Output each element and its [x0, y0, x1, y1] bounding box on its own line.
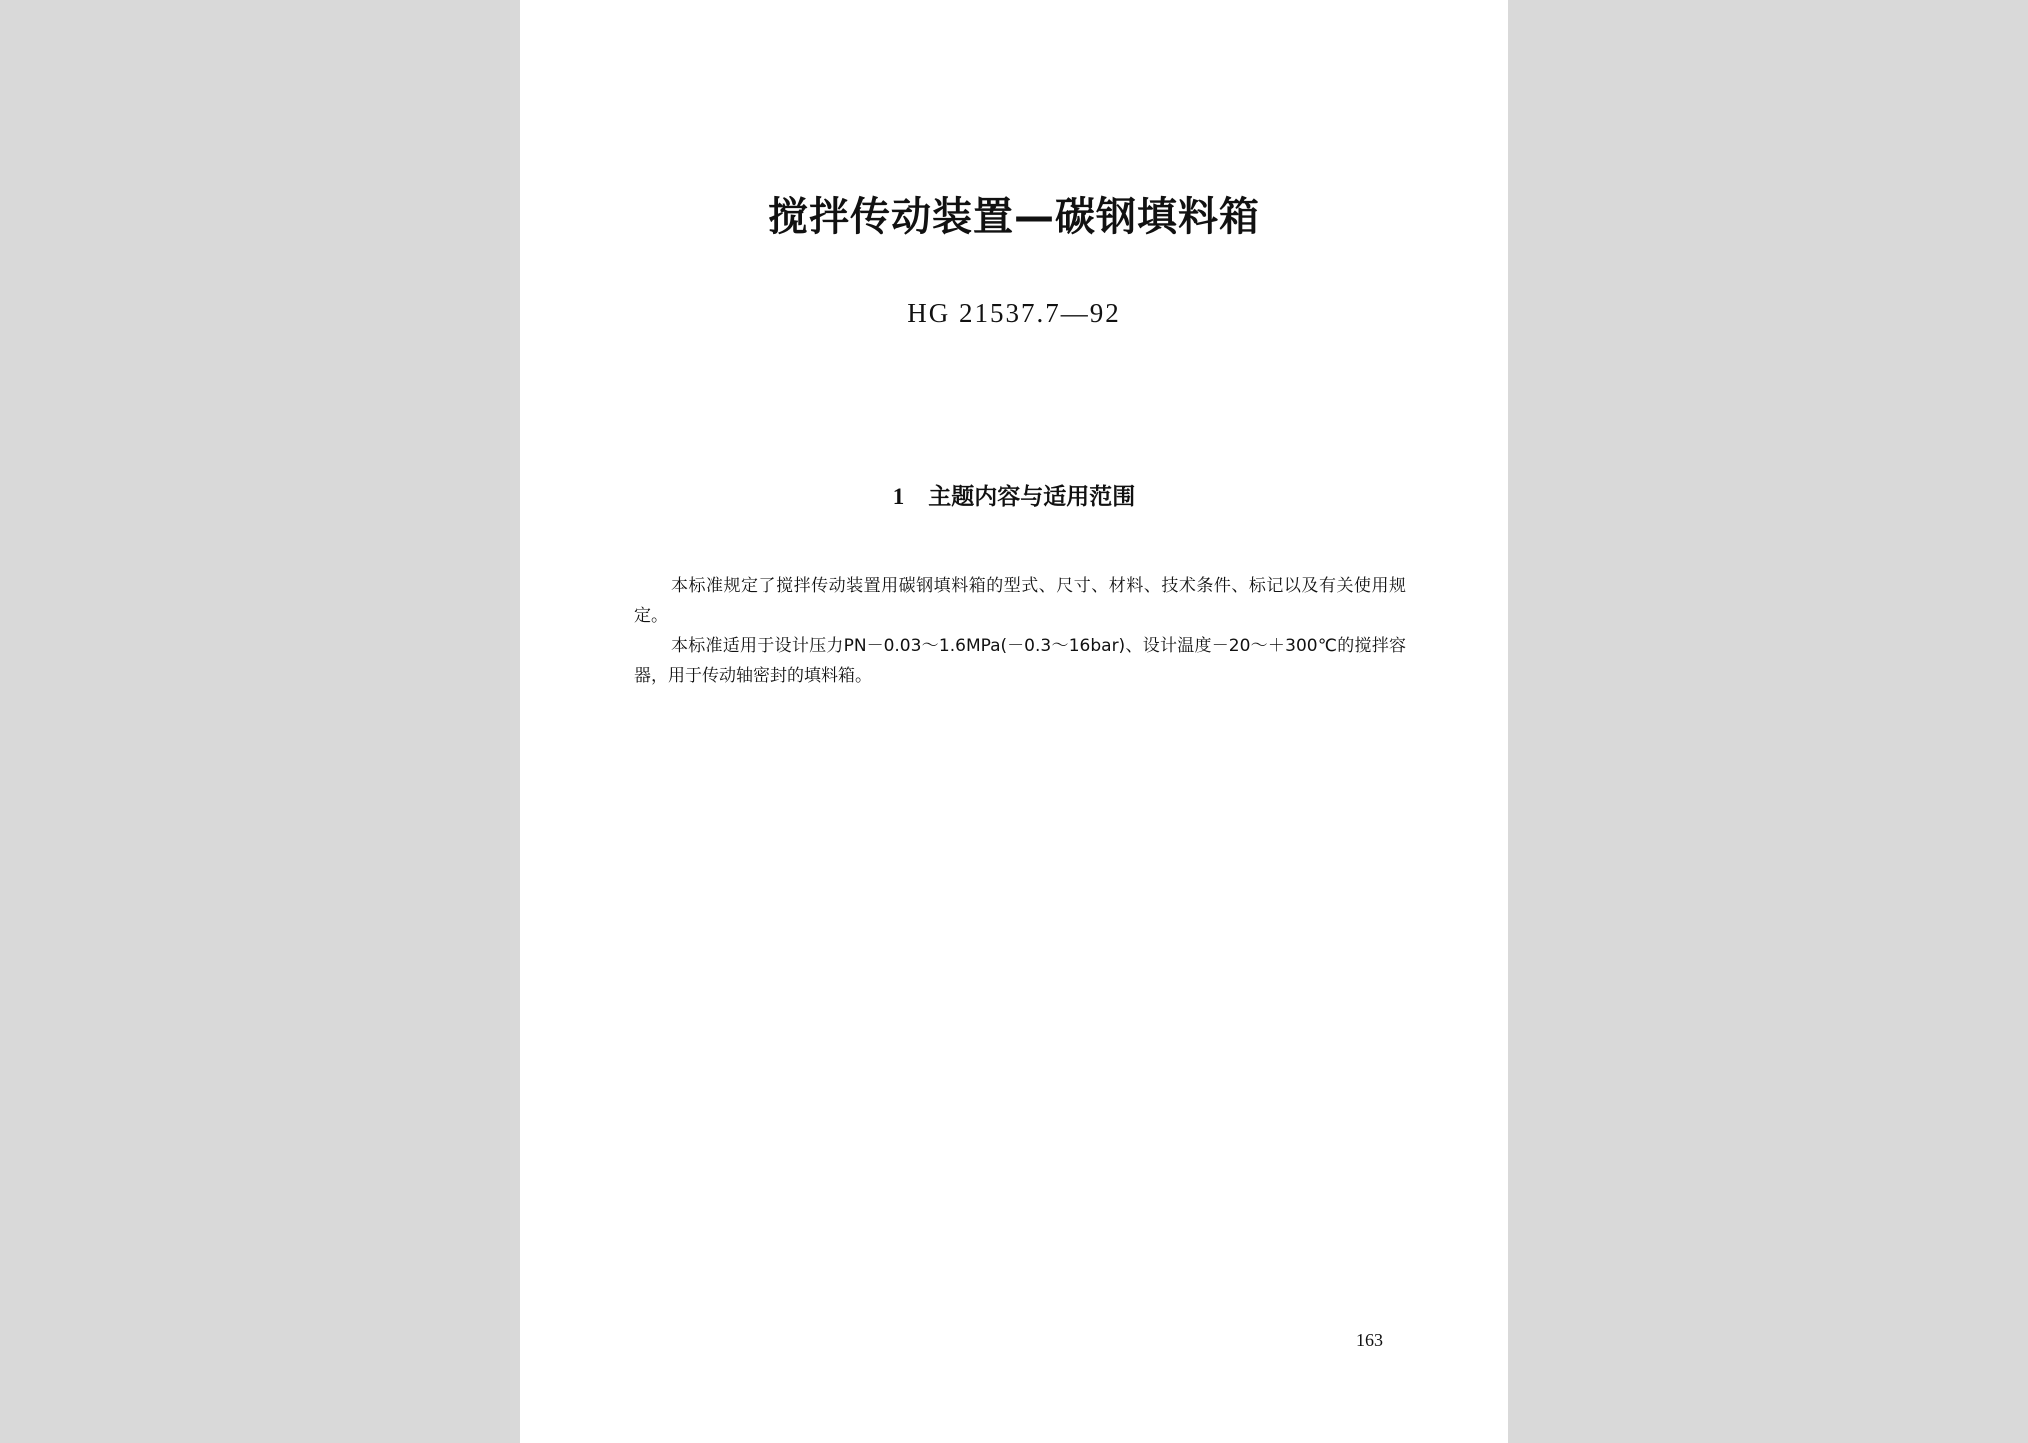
section-heading	[520, 478, 1508, 511]
document-title: 搅拌传动装置—碳钢填料箱	[768, 194, 1260, 240]
paragraph-application: 本标准适用于设计压力PN－0.03～1.6MPa(－0.3～16bar)、设计温度－20～＋300℃的搅拌容器，用于传动轴密封的填料箱。	[634, 636, 1406, 686]
document-page	[520, 0, 1508, 1443]
paragraph-scope: 本标准规定了搅拌传动装置用碳钢填料箱的型式、尺寸、材料、技术条件、标记以及有关使用规定。	[634, 576, 1406, 626]
standard-code: HG 21537.7—92	[907, 298, 1121, 328]
page-number: 163	[1356, 1330, 1383, 1350]
section-title: 主题内容与适用范围	[928, 484, 1136, 510]
section-number: 1	[892, 484, 905, 509]
